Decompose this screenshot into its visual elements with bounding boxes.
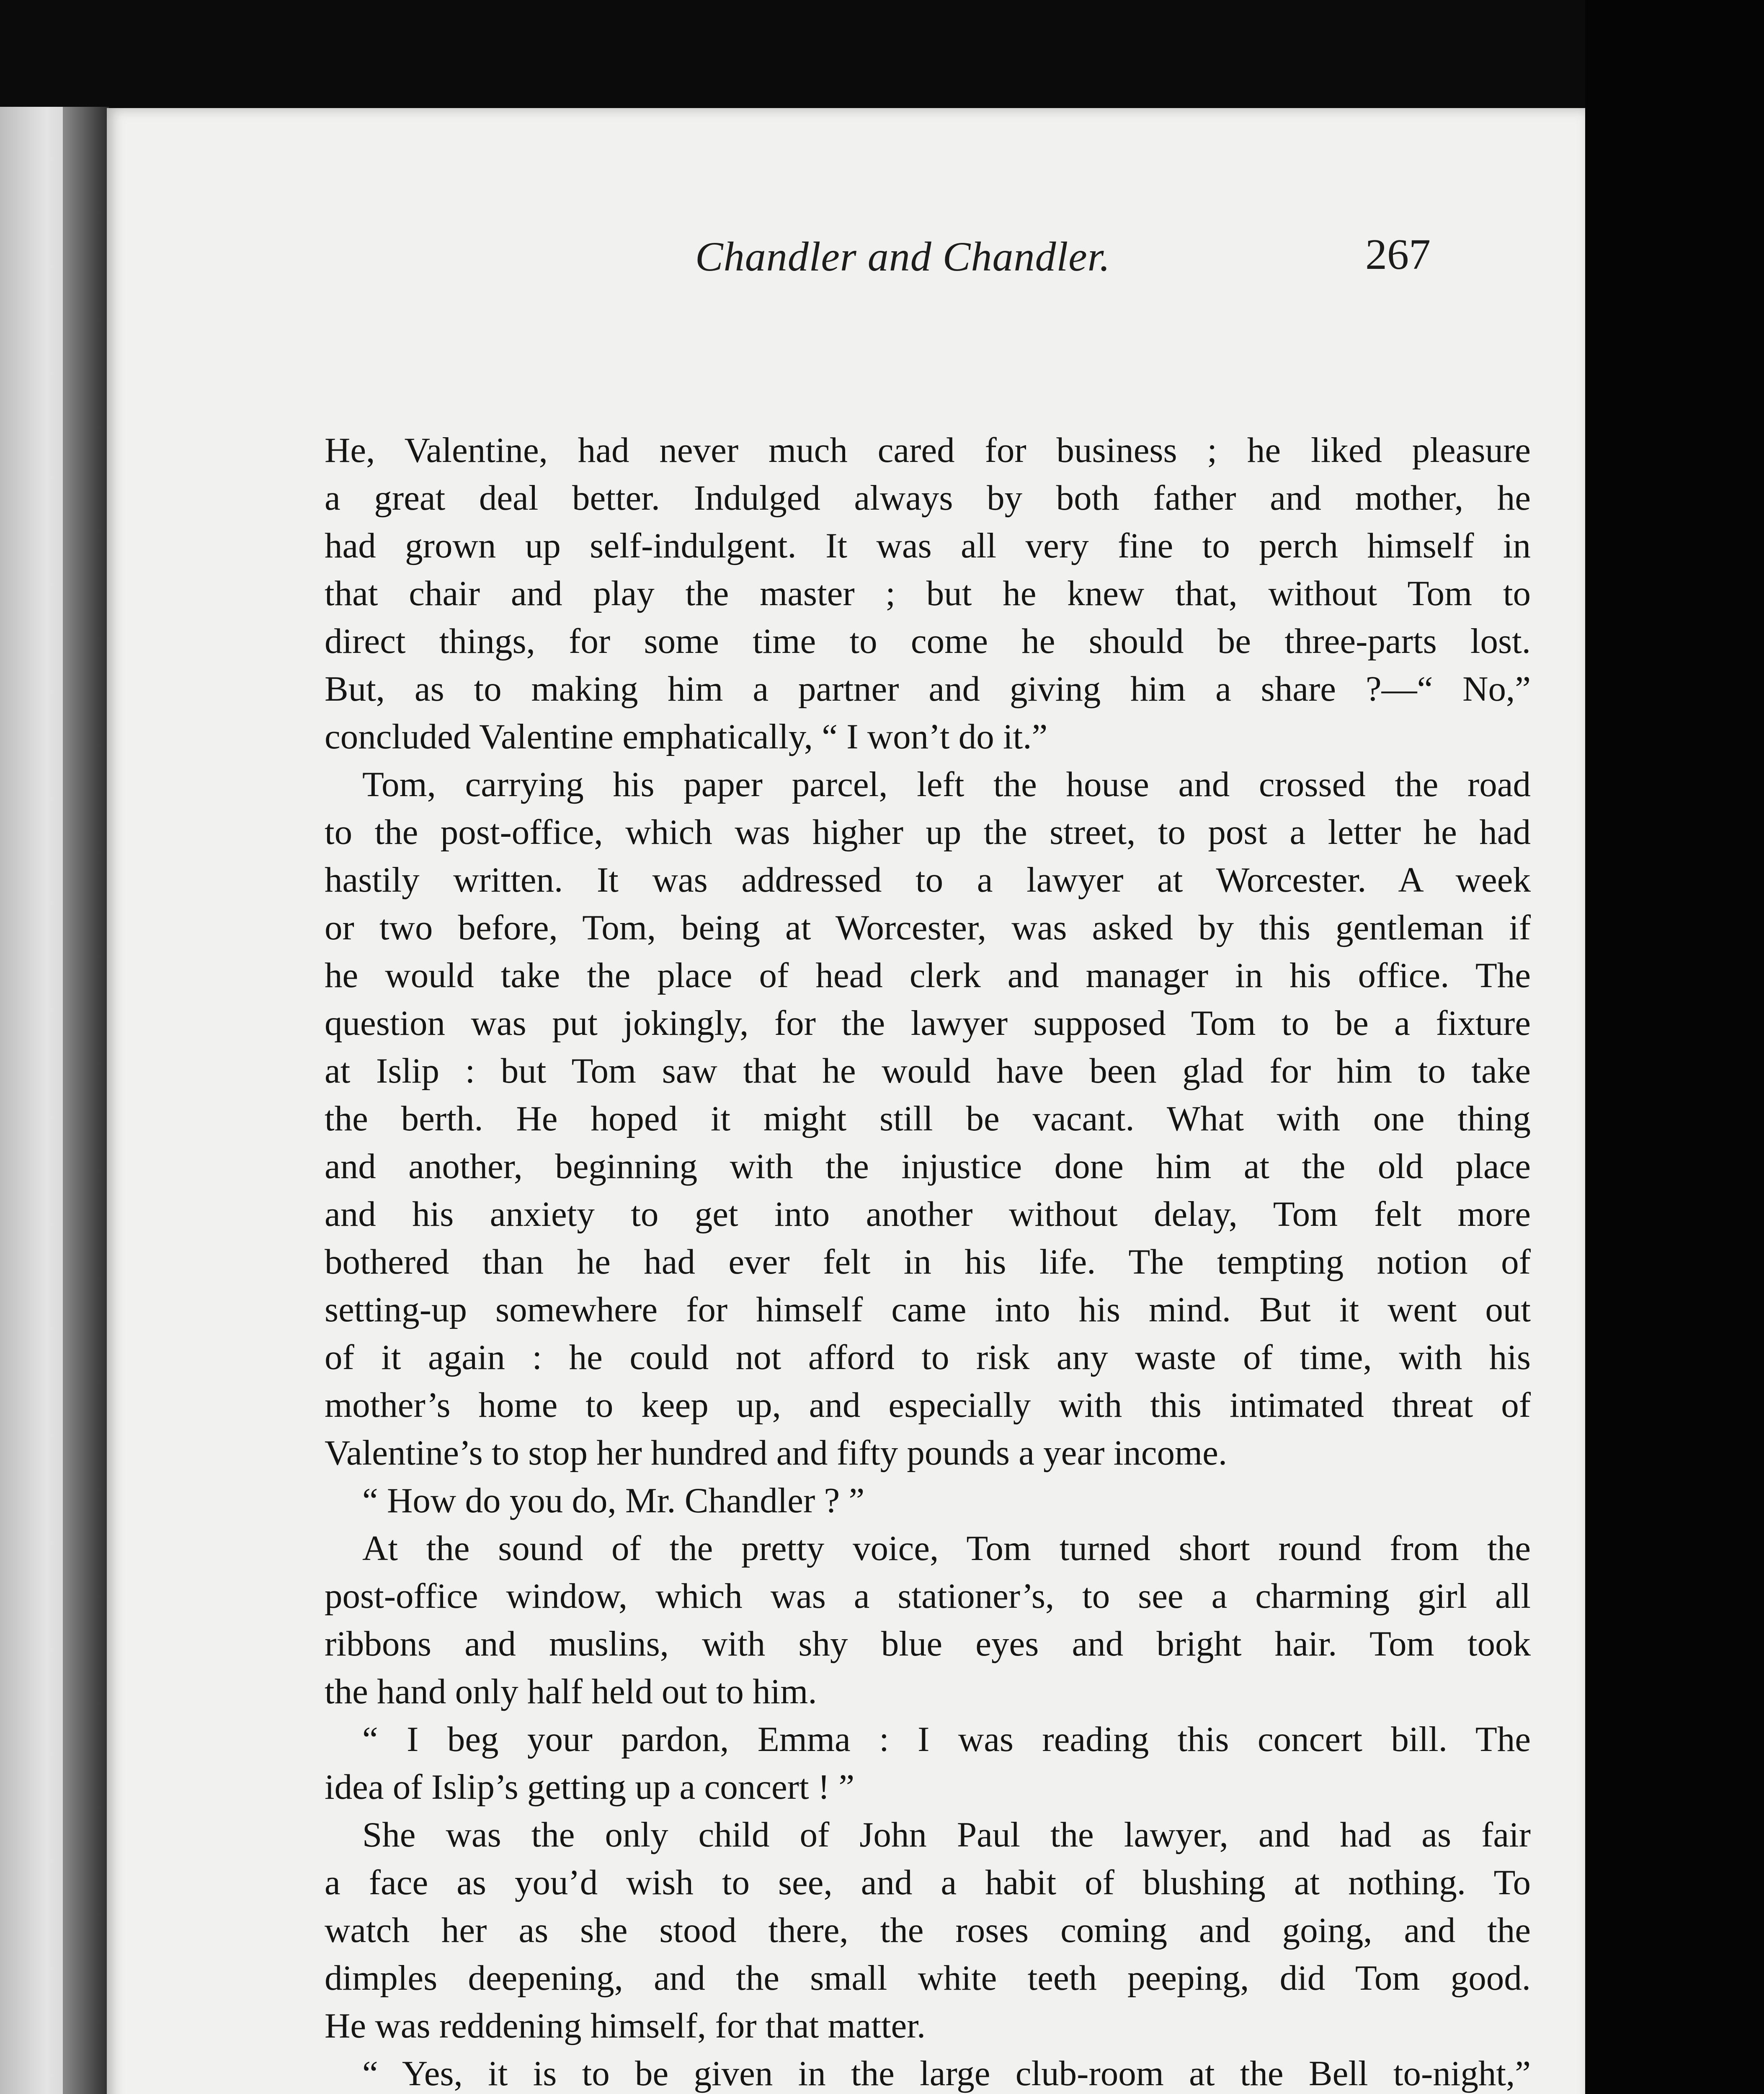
book-page — [107, 108, 1585, 2094]
text-line: had grown up self-indulgent. It was all very fine to perch himself in — [325, 526, 1531, 565]
running-title: Chandler and Chandler. — [695, 233, 1111, 280]
text-line: a great deal better. Indulged always by both father and mother, he — [325, 478, 1531, 518]
page-number: 267 — [1365, 230, 1431, 279]
text-line: and another, beginning with the injustice done him at the old place — [325, 1147, 1531, 1186]
scan-background — [1585, 0, 1764, 2094]
text-line: He, Valentine, had never much cared for business ; he liked pleasure — [325, 431, 1531, 470]
text-line: mother’s home to keep up, and especially with this intimated threat of — [325, 1385, 1531, 1425]
text-line: and his anxiety to get into another without delay, Tom felt more — [325, 1194, 1531, 1234]
text-line: direct things, for some time to come he should be three-parts lost. — [325, 621, 1531, 661]
text-line: At the sound of the pretty voice, Tom turned short round from the — [362, 1529, 1531, 1568]
text-line: hastily written. It was addressed to a lawyer at Worcester. A week — [325, 860, 1531, 900]
text-line: bothered than he had ever felt in his life. The tempting notion of — [325, 1242, 1531, 1282]
book-gutter-shadow — [63, 107, 109, 2094]
text-line: a face as you’d wish to see, and a habit of blushing at nothing. To — [325, 1863, 1531, 1902]
text-line: post-office window, which was a stationer’s, to see a charming girl all — [325, 1576, 1531, 1616]
text-line: the berth. He hoped it might still be vacant. What with one thing — [325, 1099, 1531, 1138]
text-line: at Islip : but Tom saw that he would have been glad for him to take — [325, 1051, 1531, 1091]
text-line: “ Yes, it is to be given in the large club-room at the Bell to-night,” — [362, 2054, 1531, 2093]
text-line: But, as to making him a partner and giving him a share ?—“ No,” — [325, 669, 1531, 709]
text-line: that chair and play the master ; but he knew that, without Tom to — [325, 574, 1531, 613]
text-line: setting-up somewhere for himself came into his mind. But it went out — [325, 1290, 1531, 1329]
text-line: idea of Islip’s getting up a concert ! ” — [325, 1767, 855, 1807]
text-line: “ How do you do, Mr. Chandler ? ” — [362, 1481, 865, 1520]
text-line: of it again : he could not afford to risk any waste of time, with his — [325, 1338, 1531, 1377]
text-line: concluded Valentine emphatically, “ I won’t do it.” — [325, 717, 1048, 756]
text-line: ribbons and muslins, with shy blue eyes and bright hair. Tom took — [325, 1624, 1531, 1663]
text-line: “ I beg your pardon, Emma : I was reading this concert bill. The — [362, 1720, 1531, 1759]
text-line: Tom, carrying his paper parcel, left the house and crossed the road — [362, 765, 1531, 804]
text-line: question was put jokingly, for the lawyer supposed Tom to be a fixture — [325, 1003, 1531, 1043]
text-line: or two before, Tom, being at Worcester, was asked by this gentleman if — [325, 908, 1531, 947]
text-line: Valentine’s to stop her hundred and fifty pounds a year income. — [325, 1433, 1228, 1473]
text-line: She was the only child of John Paul the lawyer, and had as fair — [362, 1815, 1531, 1854]
text-line: he would take the place of head clerk and manager in his office. The — [325, 956, 1531, 995]
text-line: He was reddening himself, for that matter. — [325, 2006, 926, 2045]
text-line: watch her as she stood there, the roses coming and going, and the — [325, 1911, 1531, 1950]
text-line: to the post-office, which was higher up the street, to post a letter he had — [325, 812, 1531, 852]
text-line: dimples deepening, and the small white teeth peeping, did Tom good. — [325, 1958, 1531, 1998]
body-text — [325, 426, 1531, 2094]
text-line: the hand only half held out to him. — [325, 1672, 817, 1711]
